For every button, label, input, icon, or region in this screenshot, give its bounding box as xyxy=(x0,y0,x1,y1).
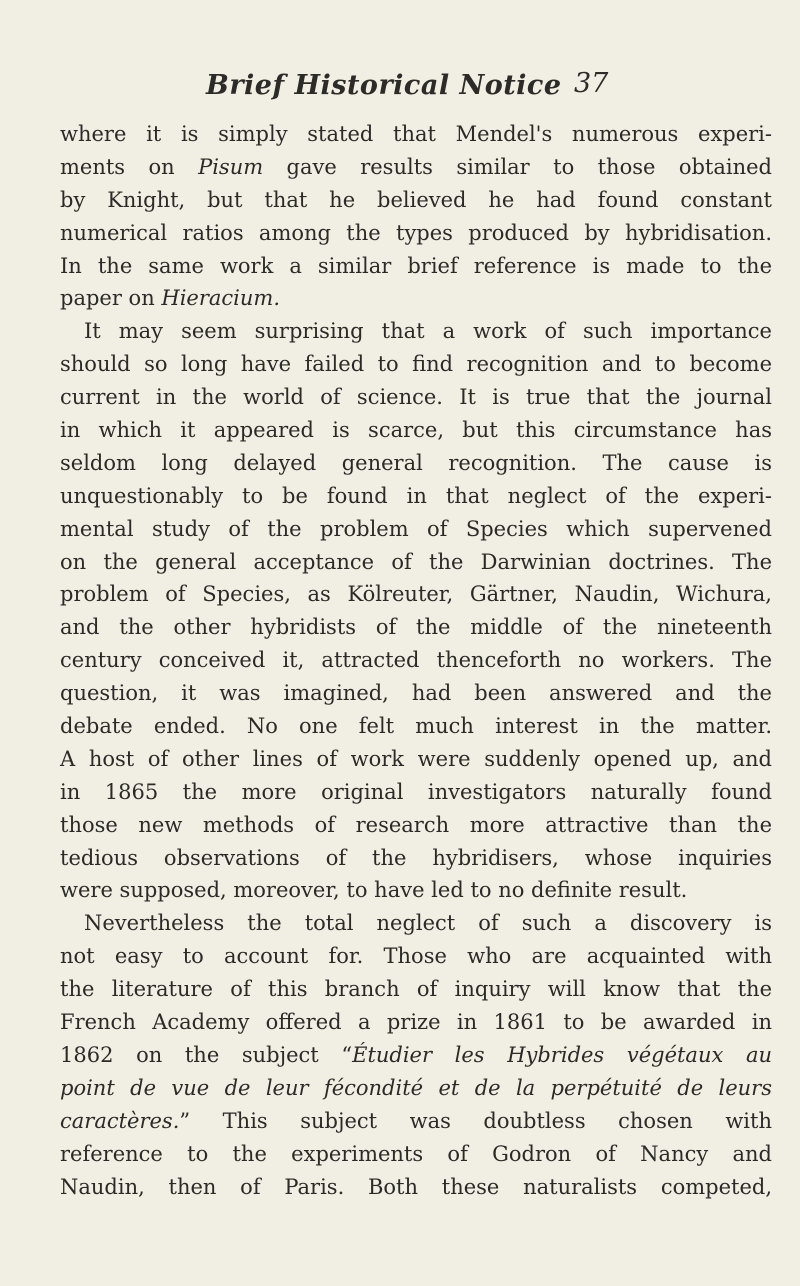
text-line xyxy=(60,118,772,151)
text-line xyxy=(60,611,772,644)
text-line xyxy=(60,940,772,973)
italic-text-run: Hieracium. xyxy=(161,286,280,311)
text-run: 1862 on the subject “ xyxy=(60,1042,353,1067)
text-line xyxy=(60,710,772,743)
text-run: those new methods of research more attractive than the xyxy=(60,812,772,837)
text-line xyxy=(60,414,772,447)
text-line xyxy=(60,282,772,315)
text-run: century conceived it, attracted thenceforth no workers. The xyxy=(60,648,772,673)
text-run: question, it was imagined, had been answered and the xyxy=(60,681,772,706)
text-run: in 1865 the more original investigators naturally found xyxy=(60,779,772,804)
text-line xyxy=(60,1105,772,1138)
text-line xyxy=(60,184,772,217)
text-run: current in the world of science. It is true that the journal xyxy=(60,385,772,410)
text-line xyxy=(60,809,772,842)
text-line xyxy=(60,1138,772,1171)
text-run: Nevertheless the total neglect of such a discovery is xyxy=(84,911,772,936)
text-line xyxy=(60,546,772,579)
text-run: paper on xyxy=(60,286,162,311)
text-line xyxy=(60,743,772,776)
text-run: the literature of this branch of inquiry will know that the xyxy=(60,977,772,1002)
text-run: tedious observations of the hybridisers, whose inquiries xyxy=(60,845,772,870)
text-line xyxy=(60,513,772,546)
running-title: Brief Historical Notice xyxy=(206,70,562,101)
text-run: should so long have failed to find recognition and to become xyxy=(60,352,772,377)
text-line xyxy=(60,480,772,513)
text-line xyxy=(60,776,772,809)
text-line xyxy=(60,250,772,283)
text-run: and the other hybridists of the middle of the nineteenth xyxy=(60,615,772,640)
text-run: on the general acceptance of the Darwinian doctrines. The xyxy=(60,549,772,574)
text-run: not easy to account for. Those who are acquainted with xyxy=(60,944,772,969)
text-line xyxy=(60,644,772,677)
text-run: It may seem surprising that a work of such importance xyxy=(84,319,772,344)
text-run: French Academy offered a prize in 1861 to be awarded in xyxy=(60,1010,772,1035)
text-line xyxy=(60,677,772,710)
text-line xyxy=(60,842,772,875)
text-line xyxy=(60,1072,772,1105)
text-run: unquestionably to be found in that neglect of the experi- xyxy=(60,483,772,508)
text-run: In the same work a similar brief reference is made to the xyxy=(60,253,772,278)
text-run: Naudin, then of Paris. Both these naturalists competed, xyxy=(60,1174,772,1199)
italic-text-run: Étudier les Hybrides végétaux au xyxy=(352,1042,772,1067)
text-line xyxy=(60,447,772,480)
text-run: were supposed, moreover, to have led to no definite result. xyxy=(60,878,688,903)
text-run: by Knight, but that he believed he had found constant xyxy=(60,187,772,212)
text-line xyxy=(60,1171,772,1204)
text-line xyxy=(60,1006,772,1039)
text-run: where it is simply stated that Mendel's numerous experi- xyxy=(60,122,772,146)
text-line xyxy=(60,151,772,184)
text-run: ments on xyxy=(60,154,199,179)
text-line xyxy=(60,217,772,250)
text-line xyxy=(60,907,772,940)
body-text xyxy=(60,118,772,1203)
text-run: reference to the experiments of Godron of Nancy and xyxy=(60,1141,772,1166)
text-line xyxy=(60,578,772,611)
text-run: ” This subject was doubtless chosen with xyxy=(179,1108,772,1133)
text-run: in which it appeared is scarce, but this circumstance has xyxy=(60,418,772,443)
text-line xyxy=(60,1039,772,1072)
text-run: problem of Species, as Kölreuter, Gärtner, Naudin, Wichura, xyxy=(60,582,772,607)
text-run: mental study of the problem of Species which supervened xyxy=(60,516,772,541)
italic-text-run: Pisum xyxy=(198,154,264,179)
page-number: 37 xyxy=(574,68,609,99)
text-run: debate ended. No one felt much interest in the matter. xyxy=(60,714,772,739)
text-line xyxy=(60,381,772,414)
italic-text-run: point de vue de leur fécondité et de la perpétuité de leurs xyxy=(60,1075,772,1100)
text-run: A host of other lines of work were suddenly opened up, and xyxy=(60,746,772,771)
italic-text-run: caractères. xyxy=(60,1108,180,1133)
text-run: seldom long delayed general recognition. The cause is xyxy=(60,450,772,475)
text-run: gave results similar to those obtained xyxy=(263,154,772,179)
text-line xyxy=(60,348,772,381)
text-run: numerical ratios among the types produced by hybridisation. xyxy=(60,220,772,245)
text-line xyxy=(60,874,772,907)
text-line xyxy=(60,315,772,348)
text-line xyxy=(60,973,772,1006)
